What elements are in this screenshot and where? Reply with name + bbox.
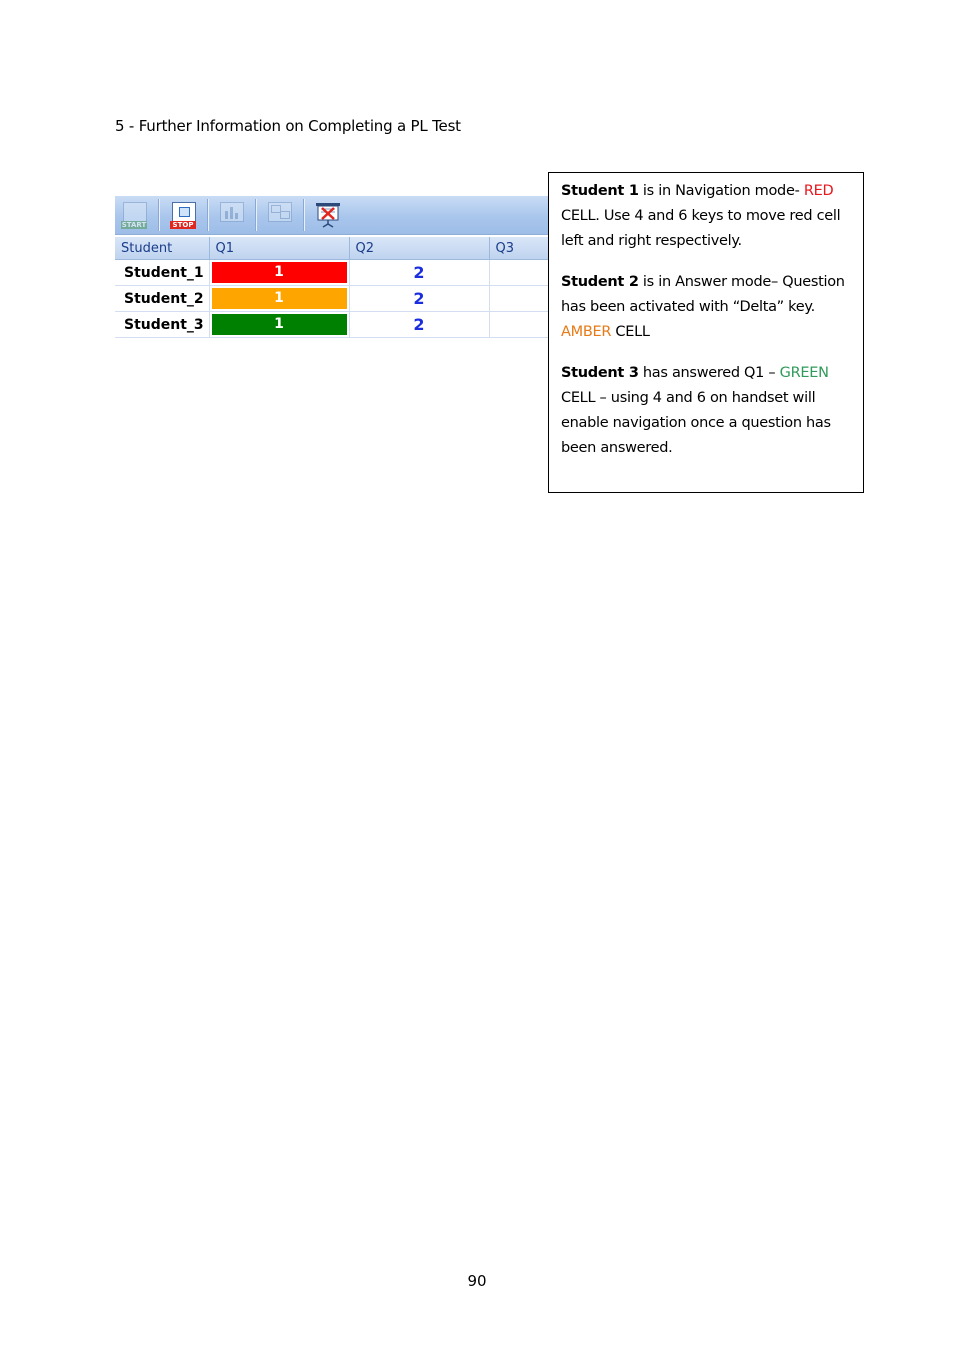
start-icon — [123, 202, 147, 222]
section-heading: 5 - Further Information on Completing a PL Test — [115, 117, 461, 135]
q2-cell[interactable]: 2 — [349, 286, 489, 312]
q1-value: 1 — [212, 262, 347, 283]
page-number: 90 — [467, 1272, 487, 1290]
student-2-name: Student 2 — [561, 274, 639, 290]
student-1-name: Student 1 — [561, 183, 639, 199]
layout-button[interactable] — [264, 200, 294, 230]
explanation-callout — [548, 172, 864, 493]
table-row[interactable] — [115, 286, 548, 312]
toolbar — [115, 196, 548, 235]
student-3-name: Student 3 — [561, 365, 639, 381]
q1-cell[interactable] — [209, 312, 349, 338]
column-header-q2[interactable]: Q2 — [349, 237, 489, 260]
student-1-explanation — [561, 179, 853, 254]
student-1-text: is in Navigation mode- — [638, 183, 804, 199]
start-label: START — [121, 221, 147, 229]
stop-button[interactable] — [168, 200, 198, 230]
stop-label: STOP — [170, 221, 196, 229]
student-3-explanation — [561, 361, 853, 461]
start-button[interactable] — [119, 200, 149, 230]
q2-cell[interactable]: 2 — [349, 260, 489, 286]
chart-button[interactable] — [216, 200, 246, 230]
q3-cell[interactable] — [489, 286, 548, 312]
student-name-cell[interactable]: Student_1 — [115, 260, 209, 286]
student-grid — [115, 237, 549, 338]
q2-cell[interactable]: 2 — [349, 312, 489, 338]
q1-value: 1 — [212, 288, 347, 309]
student-1-text-cont: CELL. Use 4 and 6 keys to move red cell left and right respectively. — [561, 208, 841, 249]
student-2-text-cont: CELL — [611, 324, 650, 340]
presentation-close-icon — [313, 200, 343, 230]
student-3-text: has answered Q1 – — [638, 365, 780, 381]
column-header-q3[interactable]: Q3 — [489, 237, 548, 260]
q1-cell[interactable] — [209, 286, 349, 312]
stop-icon — [172, 202, 196, 222]
q1-value: 1 — [212, 314, 347, 335]
student-2-explanation — [561, 270, 853, 345]
q3-cell[interactable] — [489, 260, 548, 286]
student-3-text-cont: CELL – using 4 and 6 on handset will enable navigation once a question has been answered. — [561, 390, 831, 456]
student-name-cell[interactable]: Student_3 — [115, 312, 209, 338]
grid-header-row — [115, 237, 548, 260]
column-header-q1[interactable]: Q1 — [209, 237, 349, 260]
q1-cell[interactable] — [209, 260, 349, 286]
close-presentation-button[interactable] — [313, 200, 343, 230]
q3-cell[interactable] — [489, 312, 548, 338]
table-row[interactable] — [115, 312, 548, 338]
student-2-text: is in Answer mode– Question has been activated with “Delta” key. — [561, 274, 845, 315]
amber-word: AMBER — [561, 324, 612, 340]
green-word: GREEN — [779, 365, 829, 381]
student-name-cell[interactable]: Student_2 — [115, 286, 209, 312]
red-word: RED — [803, 183, 834, 199]
chart-icon — [220, 202, 244, 222]
table-row[interactable] — [115, 260, 548, 286]
layout-icon — [268, 202, 292, 222]
column-header-student[interactable]: Student — [115, 237, 209, 260]
